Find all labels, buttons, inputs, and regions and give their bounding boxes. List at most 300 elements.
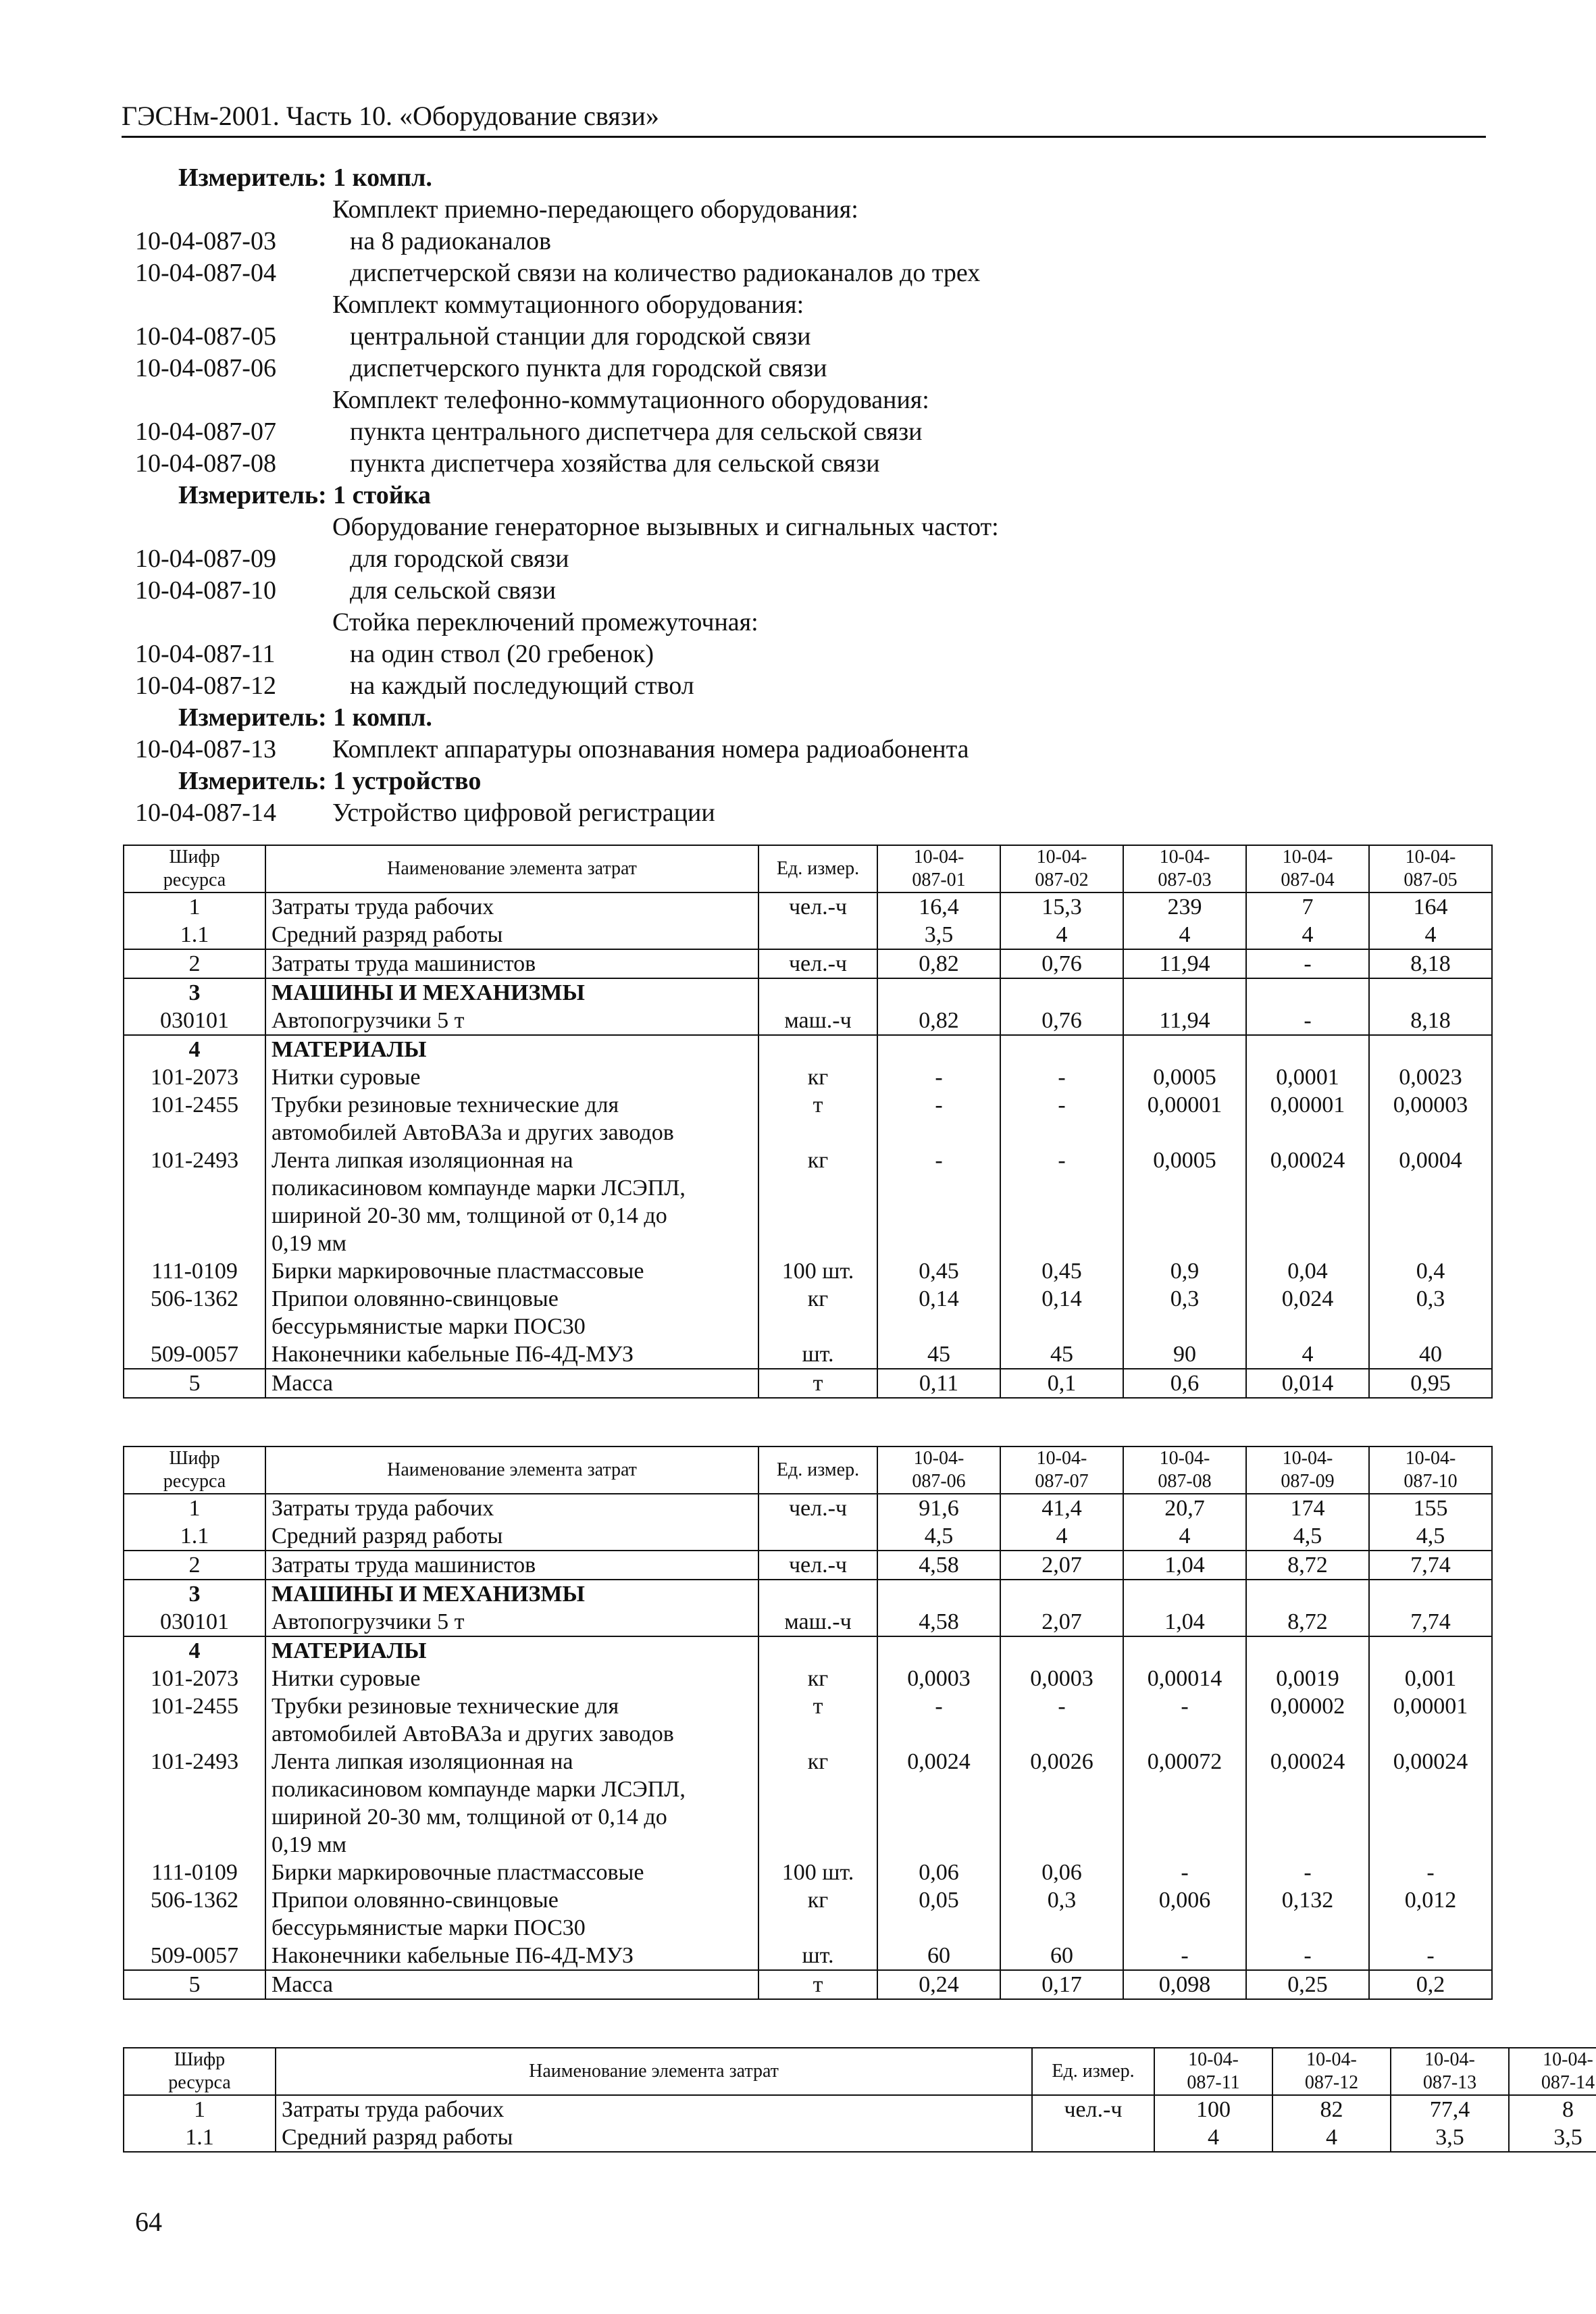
row-value: 3,5 bbox=[877, 921, 1000, 949]
line-text: Оборудование генераторное вызывных и сигнальных частот: bbox=[332, 513, 999, 541]
row-name bbox=[265, 1494, 758, 1522]
code-line bbox=[135, 543, 1486, 575]
row-name bbox=[276, 2123, 1032, 2152]
row-value: 0,00024 bbox=[1246, 1147, 1369, 1257]
row-name-line: Бирки маркировочные пластмассовые bbox=[272, 1860, 644, 1885]
table-row bbox=[124, 1551, 1492, 1580]
row-name bbox=[265, 892, 758, 921]
row-value: 0,0019 bbox=[1246, 1665, 1369, 1692]
row-unit: чел.-ч bbox=[758, 1494, 877, 1522]
row-value: 7,74 bbox=[1369, 1551, 1492, 1580]
table-row bbox=[124, 1285, 1492, 1340]
row-value: 0,00024 bbox=[1246, 1748, 1369, 1859]
row-name-line: МАШИНЫ И МЕХАНИЗМЫ bbox=[272, 980, 585, 1005]
row-value: - bbox=[1000, 1063, 1123, 1091]
norm-code-line: 10-04- bbox=[1405, 847, 1456, 867]
row-value: 0,00003 bbox=[1369, 1091, 1492, 1147]
table-row bbox=[124, 1494, 1492, 1522]
row-name-line: МАТЕРИАЛЫ bbox=[272, 1638, 427, 1663]
row-code: 1 bbox=[124, 2095, 276, 2123]
row-code: 3 bbox=[124, 1580, 265, 1608]
header-title: ГЭСНм-2001. Часть 10. «Оборудование связи» bbox=[122, 101, 659, 131]
row-value: 8,72 bbox=[1246, 1608, 1369, 1636]
meter-line bbox=[135, 765, 1486, 797]
row-value: 4,5 bbox=[1369, 1522, 1492, 1551]
row-name-line: бессурьмянистые марки ПОС30 bbox=[272, 1314, 586, 1339]
header-name: Наименование элемента затрат bbox=[276, 2048, 1032, 2095]
row-value bbox=[1123, 1580, 1246, 1608]
table-row bbox=[124, 1257, 1492, 1285]
header-code bbox=[124, 1447, 265, 1494]
row-value: 2,07 bbox=[1000, 1608, 1123, 1636]
table-row bbox=[124, 1063, 1492, 1091]
code-line bbox=[135, 321, 1486, 353]
row-value: 41,4 bbox=[1000, 1494, 1123, 1522]
row-unit: шт. bbox=[758, 1340, 877, 1369]
meter-line bbox=[135, 702, 1486, 734]
code-line bbox=[135, 353, 1486, 384]
line-text: Устройство цифровой регистрации bbox=[332, 799, 715, 827]
row-value: 0,3 bbox=[1123, 1285, 1246, 1340]
row-code: 4 bbox=[124, 1636, 265, 1665]
row-value: 4 bbox=[1272, 2123, 1391, 2152]
row-unit bbox=[758, 921, 877, 949]
header-norm-code bbox=[1000, 845, 1123, 892]
row-value: 239 bbox=[1123, 892, 1246, 921]
table-row bbox=[124, 1340, 1492, 1369]
row-code: 101-2073 bbox=[124, 1665, 265, 1692]
row-value: 0,06 bbox=[1000, 1859, 1123, 1886]
line-text: Комплект коммутационного оборудования: bbox=[332, 291, 804, 319]
group-heading bbox=[135, 289, 1486, 321]
row-value: 3,5 bbox=[1391, 2123, 1509, 2152]
row-value: 0,00072 bbox=[1123, 1748, 1246, 1859]
code-line bbox=[135, 797, 1486, 829]
row-unit: маш.-ч bbox=[758, 1007, 877, 1035]
resource-code: 10-04-087-10 bbox=[135, 576, 276, 605]
row-name bbox=[265, 949, 758, 978]
row-unit: т bbox=[758, 1970, 877, 1999]
line-text: пункта центрального диспетчера для сельской связи bbox=[350, 418, 923, 446]
row-code: 3 bbox=[124, 978, 265, 1007]
header-code-line: ресурса bbox=[163, 870, 226, 890]
row-value: 4,58 bbox=[877, 1551, 1000, 1580]
row-value: - bbox=[1246, 1942, 1369, 1970]
meter-and-code-list bbox=[135, 162, 1486, 829]
row-name bbox=[265, 1665, 758, 1692]
norm-code-line: 087-04 bbox=[1281, 870, 1335, 890]
header-code-line: Шифр bbox=[174, 2049, 226, 2070]
code-line bbox=[135, 670, 1486, 702]
resource-code: 10-04-087-12 bbox=[135, 672, 276, 700]
row-value: 0,1 bbox=[1000, 1369, 1123, 1398]
row-value bbox=[1000, 1636, 1123, 1665]
row-value bbox=[877, 1035, 1000, 1063]
resource-code: 10-04-087-03 bbox=[135, 227, 276, 255]
row-value: 11,94 bbox=[1123, 949, 1246, 978]
row-code: 2 bbox=[124, 1551, 265, 1580]
group-heading bbox=[135, 511, 1486, 543]
row-value: 8,18 bbox=[1369, 949, 1492, 978]
norm-code-line: 10-04- bbox=[1282, 1448, 1333, 1469]
resource-code: 10-04-087-06 bbox=[135, 354, 276, 382]
row-value bbox=[1123, 978, 1246, 1007]
row-value: 0,098 bbox=[1123, 1970, 1246, 1999]
row-value: 77,4 bbox=[1391, 2095, 1509, 2123]
norm-code-line: 10-04- bbox=[1036, 1448, 1087, 1469]
header-norm-code bbox=[1000, 1447, 1123, 1494]
resource-code: 10-04-087-09 bbox=[135, 545, 276, 573]
table-row bbox=[124, 1369, 1492, 1398]
row-unit: т bbox=[758, 1692, 877, 1748]
row-value: 0,0026 bbox=[1000, 1748, 1123, 1859]
table-header-row bbox=[124, 2048, 1596, 2095]
row-value: 8 bbox=[1509, 2095, 1596, 2123]
resource-code: 10-04-087-13 bbox=[135, 735, 276, 763]
row-name bbox=[265, 1257, 758, 1285]
row-unit: 100 шт. bbox=[758, 1257, 877, 1285]
row-value: 0,014 bbox=[1246, 1369, 1369, 1398]
row-name-line: бессурьмянистые марки ПОС30 bbox=[272, 1915, 586, 1940]
table-row bbox=[124, 1035, 1492, 1063]
norm-code-line: 087-08 bbox=[1158, 1471, 1212, 1492]
header-norm-code bbox=[1246, 1447, 1369, 1494]
row-value: 7 bbox=[1246, 892, 1369, 921]
row-value bbox=[1000, 1035, 1123, 1063]
row-value: 4 bbox=[1154, 2123, 1272, 2152]
row-value: 4 bbox=[1123, 921, 1246, 949]
norm-code-line: 087-06 bbox=[912, 1471, 966, 1492]
row-value: - bbox=[1369, 1942, 1492, 1970]
row-code: 101-2493 bbox=[124, 1147, 265, 1257]
row-value: 4 bbox=[1369, 921, 1492, 949]
row-value: 0,006 bbox=[1123, 1886, 1246, 1942]
row-value: 0,45 bbox=[877, 1257, 1000, 1285]
header-code-line: ресурса bbox=[168, 2072, 231, 2093]
norm-code-line: 087-05 bbox=[1404, 870, 1458, 890]
line-text: центральной станции для городской связи bbox=[350, 322, 811, 351]
code-line bbox=[135, 575, 1486, 607]
row-value: 2,07 bbox=[1000, 1551, 1123, 1580]
row-value: 0,05 bbox=[877, 1886, 1000, 1942]
header-norm-code bbox=[1123, 1447, 1246, 1494]
row-name-line: Нитки суровые bbox=[272, 1666, 421, 1691]
row-code: 1 bbox=[124, 892, 265, 921]
header-norm-code bbox=[1369, 845, 1492, 892]
row-value bbox=[877, 1580, 1000, 1608]
row-value: 4,58 bbox=[877, 1608, 1000, 1636]
row-name-line: МАШИНЫ И МЕХАНИЗМЫ bbox=[272, 1582, 585, 1607]
row-unit: т bbox=[758, 1091, 877, 1147]
row-name bbox=[265, 1692, 758, 1748]
header-code-line: ресурса bbox=[163, 1471, 226, 1492]
meter-label: Измеритель: 1 устройство bbox=[178, 767, 482, 795]
header-code-line: Шифр bbox=[169, 847, 220, 867]
row-value bbox=[1123, 1035, 1246, 1063]
table-row bbox=[124, 978, 1492, 1007]
row-name bbox=[265, 1340, 758, 1369]
table-row bbox=[124, 1580, 1492, 1608]
row-name bbox=[265, 1748, 758, 1859]
row-unit: маш.-ч bbox=[758, 1608, 877, 1636]
row-value: 3,5 bbox=[1509, 2123, 1596, 2152]
row-code: 1.1 bbox=[124, 921, 265, 949]
row-unit: т bbox=[758, 1369, 877, 1398]
row-value: 11,94 bbox=[1123, 1007, 1246, 1035]
row-value bbox=[1246, 1636, 1369, 1665]
row-name bbox=[265, 1285, 758, 1340]
row-name-line: Автопогрузчики 5 т bbox=[272, 1609, 465, 1634]
row-name-line: Наконечники кабельные П6-4Д-МУЗ bbox=[272, 1342, 634, 1367]
table-row bbox=[124, 949, 1492, 978]
row-value: 8,18 bbox=[1369, 1007, 1492, 1035]
header-code bbox=[124, 2048, 276, 2095]
row-unit: кг bbox=[758, 1285, 877, 1340]
row-name-line: Затраты труда рабочих bbox=[272, 895, 494, 920]
code-line bbox=[135, 734, 1486, 765]
row-code: 1 bbox=[124, 1494, 265, 1522]
row-name-line: Трубки резиновые технические для bbox=[272, 1694, 619, 1719]
row-value: - bbox=[1000, 1147, 1123, 1257]
row-code: 101-2455 bbox=[124, 1692, 265, 1748]
row-value: 0,6 bbox=[1123, 1369, 1246, 1398]
row-value: 60 bbox=[877, 1942, 1000, 1970]
row-value bbox=[877, 1636, 1000, 1665]
header-norm-code bbox=[1509, 2048, 1596, 2095]
norm-code-line: 10-04- bbox=[1036, 847, 1087, 867]
row-unit bbox=[758, 1035, 877, 1063]
row-name bbox=[276, 2095, 1032, 2123]
row-value: 100 bbox=[1154, 2095, 1272, 2123]
row-value: 0,06 bbox=[877, 1859, 1000, 1886]
row-value: 0,45 bbox=[1000, 1257, 1123, 1285]
table-row bbox=[124, 1692, 1492, 1748]
row-name-line: Средний разряд работы bbox=[272, 922, 503, 947]
row-value: 1,04 bbox=[1123, 1551, 1246, 1580]
row-code: 506-1362 bbox=[124, 1285, 265, 1340]
header-code bbox=[124, 845, 265, 892]
table-row bbox=[124, 2095, 1596, 2123]
row-value: - bbox=[877, 1063, 1000, 1091]
row-value: 0,00001 bbox=[1246, 1091, 1369, 1147]
header-code-line: Шифр bbox=[169, 1448, 220, 1469]
row-value: 0,0004 bbox=[1369, 1147, 1492, 1257]
row-name-line: Затраты труда машинистов bbox=[272, 951, 536, 976]
row-value: - bbox=[1369, 1859, 1492, 1886]
row-name bbox=[265, 1636, 758, 1665]
row-value: - bbox=[877, 1692, 1000, 1748]
norm-code-line: 087-02 bbox=[1035, 870, 1089, 890]
row-value: 8,72 bbox=[1246, 1551, 1369, 1580]
row-code: 030101 bbox=[124, 1007, 265, 1035]
row-name-line: Нитки суровые bbox=[272, 1065, 421, 1090]
row-value: 0,76 bbox=[1000, 949, 1123, 978]
row-code: 1.1 bbox=[124, 2123, 276, 2152]
row-code: 506-1362 bbox=[124, 1886, 265, 1942]
line-text: Стойка переключений промежуточная: bbox=[332, 608, 758, 636]
row-name-line: шириной 20-30 мм, толщиной от 0,14 до bbox=[272, 1805, 667, 1830]
norm-code-line: 087-13 bbox=[1422, 2072, 1477, 2093]
row-value: 60 bbox=[1000, 1942, 1123, 1970]
row-value: 0,24 bbox=[877, 1970, 1000, 1999]
header-norm-code bbox=[1272, 2048, 1391, 2095]
row-name-line: Бирки маркировочные пластмассовые bbox=[272, 1259, 644, 1284]
row-value: 155 bbox=[1369, 1494, 1492, 1522]
row-value: 0,0003 bbox=[877, 1665, 1000, 1692]
row-unit: чел.-ч bbox=[758, 1551, 877, 1580]
group-heading bbox=[135, 607, 1486, 638]
header-name: Наименование элемента затрат bbox=[265, 845, 758, 892]
line-text: Комплект приемно-передающего оборудования: bbox=[332, 195, 858, 224]
row-value: 0,00014 bbox=[1123, 1665, 1246, 1692]
row-value: - bbox=[1000, 1091, 1123, 1147]
row-name bbox=[265, 978, 758, 1007]
header-unit: Ед. измер. bbox=[1032, 2048, 1154, 2095]
row-unit bbox=[1032, 2123, 1154, 2152]
row-name-line: Автопогрузчики 5 т bbox=[272, 1008, 465, 1033]
row-value: - bbox=[877, 1091, 1000, 1147]
row-value: 4,5 bbox=[1246, 1522, 1369, 1551]
row-value: 40 bbox=[1369, 1340, 1492, 1369]
row-value: - bbox=[1246, 1007, 1369, 1035]
row-name-line: МАТЕРИАЛЫ bbox=[272, 1037, 427, 1062]
row-value: - bbox=[1123, 1692, 1246, 1748]
row-value: 0,00001 bbox=[1123, 1091, 1246, 1147]
row-name-line: Припои оловянно-свинцовые bbox=[272, 1286, 559, 1311]
norm-code-line: 10-04- bbox=[1424, 2049, 1475, 2070]
row-value: 0,3 bbox=[1000, 1886, 1123, 1942]
row-value: 0,4 bbox=[1369, 1257, 1492, 1285]
row-value: 0,0001 bbox=[1246, 1063, 1369, 1091]
resource-code: 10-04-087-07 bbox=[135, 418, 276, 446]
row-name-line: Припои оловянно-свинцовые bbox=[272, 1888, 559, 1913]
row-value: 16,4 bbox=[877, 892, 1000, 921]
norms-table-2 bbox=[123, 1446, 1493, 2000]
row-name-line: автомобилей АвтоВАЗа и других заводов bbox=[272, 1120, 674, 1145]
row-value bbox=[1000, 978, 1123, 1007]
table-header-row bbox=[124, 845, 1492, 892]
row-name-line: Средний разряд работы bbox=[282, 2125, 513, 2150]
row-name-line: шириной 20-30 мм, толщиной от 0,14 до bbox=[272, 1203, 667, 1228]
row-name-line: Масса bbox=[272, 1371, 334, 1396]
table-row bbox=[124, 1970, 1492, 1999]
line-text: Комплект аппаратуры опознавания номера радиоабонента bbox=[332, 735, 969, 763]
row-value: 0,9 bbox=[1123, 1257, 1246, 1285]
line-text: для сельской связи bbox=[350, 576, 557, 605]
row-value: 20,7 bbox=[1123, 1494, 1246, 1522]
row-value: 0,00024 bbox=[1369, 1748, 1492, 1859]
meter-label: Измеритель: 1 компл. bbox=[178, 164, 432, 192]
row-value: 45 bbox=[1000, 1340, 1123, 1369]
row-value: - bbox=[1000, 1692, 1123, 1748]
norm-code-line: 087-12 bbox=[1304, 2072, 1359, 2093]
row-value: 4 bbox=[1246, 921, 1369, 949]
resource-code: 10-04-087-11 bbox=[135, 640, 276, 668]
norm-code-line: 10-04- bbox=[1306, 2049, 1357, 2070]
row-name-line: поликасиновом компаунде марки ЛСЭПЛ, bbox=[272, 1176, 686, 1201]
row-value: 0,2 bbox=[1369, 1970, 1492, 1999]
row-value: - bbox=[877, 1147, 1000, 1257]
row-name bbox=[265, 1522, 758, 1551]
row-unit bbox=[758, 978, 877, 1007]
row-name-line: Средний разряд работы bbox=[272, 1524, 503, 1549]
row-name bbox=[265, 921, 758, 949]
row-code: 509-0057 bbox=[124, 1340, 265, 1369]
table-row bbox=[124, 1665, 1492, 1692]
row-code: 509-0057 bbox=[124, 1942, 265, 1970]
row-value: 0,82 bbox=[877, 949, 1000, 978]
header-unit: Ед. измер. bbox=[758, 1447, 877, 1494]
row-unit bbox=[758, 1522, 877, 1551]
row-value bbox=[1000, 1580, 1123, 1608]
line-text: Комплект телефонно-коммутационного оборудования: bbox=[332, 386, 929, 414]
norm-code-line: 10-04- bbox=[1159, 1448, 1210, 1469]
table-header-row bbox=[124, 1447, 1492, 1494]
row-code: 2 bbox=[124, 949, 265, 978]
row-code: 101-2073 bbox=[124, 1063, 265, 1091]
code-line bbox=[135, 416, 1486, 448]
row-value: 0,00002 bbox=[1246, 1692, 1369, 1748]
header-norm-code bbox=[1246, 845, 1369, 892]
line-text: для городской связи bbox=[350, 545, 569, 573]
row-value: 15,3 bbox=[1000, 892, 1123, 921]
line-text: диспетчерской связи на количество радиоканалов до трех bbox=[350, 259, 981, 287]
row-value: 0,00001 bbox=[1369, 1692, 1492, 1748]
row-name-line: 0,19 мм bbox=[272, 1832, 347, 1857]
row-value: 0,25 bbox=[1246, 1970, 1369, 1999]
row-code: 5 bbox=[124, 1369, 265, 1398]
table-row bbox=[124, 1859, 1492, 1886]
table-row bbox=[124, 2123, 1596, 2152]
norm-code-line: 087-14 bbox=[1541, 2072, 1595, 2093]
row-value: 4 bbox=[1000, 921, 1123, 949]
row-unit: шт. bbox=[758, 1942, 877, 1970]
row-value bbox=[1369, 1035, 1492, 1063]
row-name bbox=[265, 1369, 758, 1398]
code-line bbox=[135, 257, 1486, 289]
row-value: 0,3 bbox=[1369, 1285, 1492, 1340]
code-line bbox=[135, 638, 1486, 670]
row-value: 4,5 bbox=[877, 1522, 1000, 1551]
norm-code-line: 10-04- bbox=[1188, 2049, 1239, 2070]
norm-code-line: 10-04- bbox=[1405, 1448, 1456, 1469]
row-value bbox=[1246, 978, 1369, 1007]
row-name-line: Наконечники кабельные П6-4Д-МУЗ bbox=[272, 1943, 634, 1968]
row-name-line: 0,19 мм bbox=[272, 1231, 347, 1256]
row-code: 1.1 bbox=[124, 1522, 265, 1551]
norm-code-line: 087-03 bbox=[1158, 870, 1212, 890]
table-row bbox=[124, 1636, 1492, 1665]
row-value: - bbox=[1246, 949, 1369, 978]
row-value: 0,001 bbox=[1369, 1665, 1492, 1692]
row-value bbox=[1369, 1636, 1492, 1665]
norm-code-line: 087-11 bbox=[1187, 2072, 1240, 2093]
row-value: 90 bbox=[1123, 1340, 1246, 1369]
line-text: на каждый последующий ствол bbox=[350, 672, 694, 700]
row-value: 0,04 bbox=[1246, 1257, 1369, 1285]
line-text: пункта диспетчера хозяйства для сельской связи bbox=[350, 449, 880, 478]
row-name bbox=[265, 1551, 758, 1580]
row-value bbox=[877, 978, 1000, 1007]
row-value bbox=[1246, 1035, 1369, 1063]
row-name bbox=[265, 1035, 758, 1063]
table-row bbox=[124, 1091, 1492, 1147]
meter-line bbox=[135, 480, 1486, 511]
row-name-line: Лента липкая изоляционная на bbox=[272, 1148, 573, 1173]
norm-code-line: 10-04- bbox=[1282, 847, 1333, 867]
row-name-line: Трубки резиновые технические для bbox=[272, 1092, 619, 1117]
row-unit: кг bbox=[758, 1147, 877, 1257]
